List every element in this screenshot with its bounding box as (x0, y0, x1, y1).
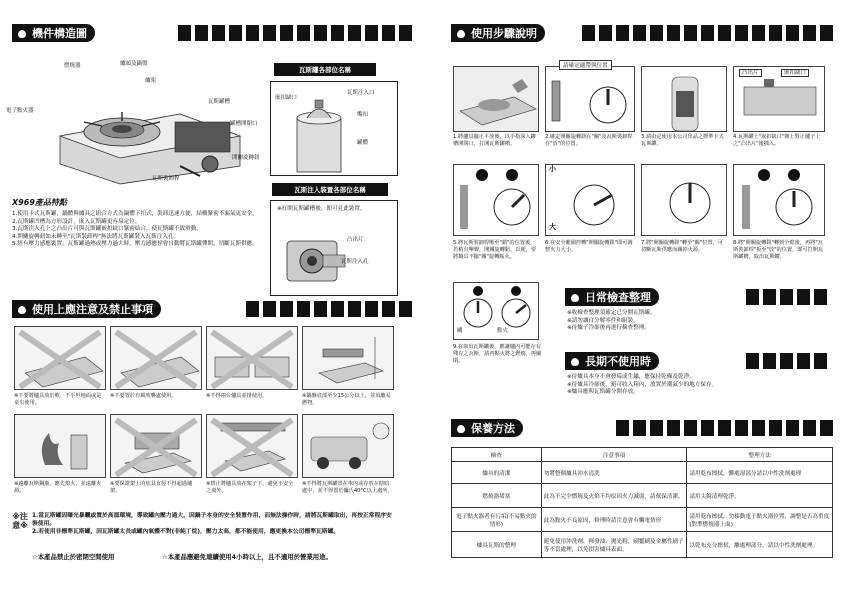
step-callout: 請確定適帶與位置 (559, 60, 612, 70)
care-header (451, 419, 833, 437)
table-row: 電子點火器者有污垢(不易點火的情形) 此為點火不良原因，修理時請注意會有觸電情形 請用乾布擦拭，勿移動電子點火器位置，調整是否為重度(對準燃燒器上面) (452, 508, 833, 532)
care-header-cell: 注意事項 (541, 448, 687, 462)
warning-item: 1.當瓦斯罐因曝光暴曬或置於高溫環境，導致罐內壓力過大，因鍋子本身的安全裝置作用，而無法操作時，請將瓦斯罐取出，再按正常程序安裝使用。 (32, 513, 392, 527)
caution-caption-4: ※鍋盤底部至少15公分以上，並須離易燃物。 (302, 393, 391, 406)
warning-mark: ※注意※ (12, 512, 28, 531)
features-title: X969產品特點 (12, 198, 67, 207)
cautions-title: 使用上應注意及禁止事項 (12, 300, 161, 318)
longterm-item: ※待爐具本身不會發霉或生鏽，應保持乾燥及乾淨。 (567, 374, 695, 380)
flame-icon (569, 291, 581, 303)
label-knob: 開關旋轉鈕 (232, 155, 260, 161)
step-image-6 (545, 164, 635, 236)
caution-caption-6: ※要保證架上的炊具直徑不得超過爐架。 (110, 481, 193, 494)
label-notch: 嵌扣缺口 (275, 95, 298, 101)
caution-image-5 (14, 414, 106, 478)
flame-icon (455, 422, 467, 434)
step-caption-9: 9.在取出瓦斯罐後，應讓爐內可能存有殘存之瓦斯，請再點火將之燃燒，再關閉。 (453, 344, 542, 364)
warning-list (32, 513, 392, 536)
warning-item: 2.若使用非標準瓦斯罐，因瓦斯罐太長或罐內氣體不對(非純丁烷)，壓力太高，都不能使用，應更換本公司標準瓦斯罐。 (32, 528, 340, 535)
steps-title: 使用步驟說明 (451, 24, 545, 42)
label-pot-support: 爐頭及鍋盤 (120, 61, 148, 67)
caution-image-4 (302, 326, 394, 390)
header-squares (746, 289, 827, 305)
step-caption-6: 6.在安全範圍控轉"開關旋轉鈕"即可調整火力大小。 (545, 240, 633, 253)
label-gas-compartment: 瓦斯罐槽 (208, 99, 231, 105)
step-image-5 (453, 164, 539, 236)
caution-image-2 (110, 326, 202, 390)
daily-list (567, 310, 827, 333)
label-closed: 關 (457, 328, 463, 334)
label-big: 大 (549, 223, 556, 231)
flame-icon (569, 355, 581, 367)
header-squares (246, 301, 412, 317)
step-caption-4: 4.瓦斯罐上"嵌扣缺口"朝上對正爐子上之"凸出片"後插入。 (733, 134, 821, 147)
longterm-header (565, 352, 827, 370)
step-caption-8: 8.將"開關旋轉鈕"轉到全熄後，再將"瓦斯裝卸桿"扳至"放"的位置，即可打開瓦斯罐槽，取出瓦斯罐。 (733, 240, 824, 260)
daily-item: ※收檢查整理須確定已分開瓦斯罐。 (567, 310, 656, 316)
feature-item: 2.瓦斯罐凹槽為方形設計，嵌入瓦斯罐更容易定位。 (12, 218, 141, 225)
inlet-parts-note: ※打開瓦斯罐槽後，即可見此裝置。 (277, 206, 366, 212)
label-burner: 燃燒器 (64, 63, 81, 69)
inlet-parts-title: 瓦斯注入裝置各部位名稱 (272, 183, 388, 196)
label-small: 小 (549, 165, 556, 173)
caution-image-7 (206, 414, 298, 478)
step-caption-5: 5.將瓦斯裝卸桿壓至"鎖"的位置後，若稍有嗶聲，開關旋轉鈕，以便，要將鍋具不擺"關"旋轉點火。 (453, 240, 537, 260)
step-caption-7: 7.將"開關旋轉鈕"轉至"關"位置，可切斷瓦斯供應而關掉火源。 (641, 240, 723, 253)
feature-item: 5.經有壓力感應裝置，瓦斯罐過熱或壓力過大時，壓力感應栓會自動將瓦斯罐彈開，切斷瓦斯供應。 (12, 241, 258, 248)
gas-can-illustration (289, 96, 349, 174)
features-list (12, 211, 262, 249)
label-ignite: 點火 (497, 328, 509, 334)
caution-caption-2: ※不要置於有風吹襲處使用。 (110, 393, 177, 399)
inlet-parts-box (270, 200, 398, 296)
header-squares (178, 25, 412, 41)
care-title: 保養方法 (451, 419, 523, 437)
can-parts-title: 瓦斯罐各部位名稱 (274, 63, 376, 76)
can-parts-box (270, 81, 398, 176)
label-igniter: 電子點火器 (6, 108, 34, 114)
structure-header (12, 24, 412, 42)
label-lever: 瓦斯裝卸桿 (152, 176, 180, 182)
daily-item: ※待爐子冷卻後再進行檢查整理。 (567, 325, 650, 332)
label-tab: 凸出片 (347, 237, 364, 243)
caution-caption-5: ※遠離瓦斯鋼瓶，應先熄火，並遠離火源。 (14, 481, 102, 494)
header-squares (746, 353, 827, 369)
flame-icon (16, 303, 28, 315)
caution-caption-3: ※不得兩台爐具並排使用。 (206, 393, 268, 399)
label-inlet: 瓦斯注入口 (347, 90, 375, 96)
daily-item: ※請勿讓自分解零件和組裝。 (567, 317, 639, 324)
table-row: 爐具瓦斯的整理 避免使用沖洗劑、揮發油、拋光粉、刷鬣刷及金屬性刷子等不當處理，以免損害爐具表面。 以乾布充分擦拭，離處理部分，請以中性洗劑處理。 (452, 532, 833, 558)
care-table (451, 447, 833, 558)
label-pop-tab: 凸出片 (739, 69, 762, 77)
caution-image-6 (110, 414, 202, 478)
label-compartment-cover: 罐槽開閉口 (230, 121, 258, 127)
steps-header (451, 24, 833, 42)
step-caption-2: 2.確定開關旋轉鈕在"關"及瓦斯裝卸桿在"放"的位置。 (545, 134, 633, 147)
cautions-header (12, 300, 412, 318)
right-page (421, 0, 842, 595)
longterm-item: ※爐具應與瓦斯罐分開存放。 (567, 389, 639, 396)
daily-title: 日常檢查整理 (565, 288, 659, 306)
footer-right-note: ☆本產品應避免連續使用4小時以上，且不適用於營業用途。 (162, 553, 332, 561)
caution-image-1 (14, 326, 106, 390)
care-header-cell: 檢查 (452, 448, 542, 462)
step-image-3 (641, 66, 727, 132)
caution-caption-8: ※不得將瓦斯罐置在車內或存放在陰暗處中，並不得置於攝氏40°C以上處所。 (302, 481, 393, 494)
care-header-cell: 整理方法 (687, 448, 833, 462)
label-nozzle: 嘴扣 (357, 112, 369, 118)
step-image-2 (545, 66, 635, 132)
footer-left-note: ☆本產品禁止於密閉空間使用 (32, 553, 115, 561)
table-row: 燃燒器堵塞 此為不完全燃燒及火焰不均原因火力減弱，請幫保清潔。 請用尖銳清理乾淨。 (452, 484, 833, 508)
feature-item: 1.使用卡式瓦斯罐，鍋體與爐具之組合方式為鍋體下扣式，裝卸迅速方便，結構緊密不漏氣更安全。 (12, 211, 258, 217)
step-image-9 (453, 282, 539, 340)
step-image-7 (641, 164, 727, 236)
label-notch-r: 嵌扣缺口 (781, 69, 809, 77)
label-inlet-hole: 瓦斯注入孔 (341, 259, 369, 265)
label-can: 罐體 (357, 140, 369, 146)
longterm-title: 長期不使用時 (565, 352, 659, 370)
header-squares (582, 25, 833, 41)
caution-caption-7: ※禁止將爐具放在架子下，避免不安全之虞外。 (206, 481, 294, 494)
caution-image-3 (206, 326, 298, 390)
step-image-1 (453, 66, 539, 132)
longterm-item: ※待爐具冷卻後，避可收入箱內，放置於潮氣少的地方保存。 (567, 381, 718, 388)
label-cooktop: 爐架 (145, 78, 157, 84)
caution-caption-1: ※不要將爐具放於軟、不平坦地面或是桌巾使用。 (14, 393, 102, 406)
step-image-8 (733, 164, 825, 236)
header-squares (616, 420, 833, 436)
table-row: 爐具的清潔 勿將整個爐具沖水清洗 請用乾布擦拭，髒處湿部分請以中性洗劑處理 (452, 462, 833, 484)
daily-header (565, 288, 827, 306)
feature-item: 4.開關旋轉鈕如未轉至"瓦斯裝卸桿"無法將瓦斯罐裝入瓦斯注入孔。 (12, 233, 180, 240)
care-table-header (452, 448, 833, 462)
longterm-list (567, 374, 827, 397)
step-caption-3: 3.請由定使用本公司出品之標準卡式瓦斯罐。 (641, 134, 724, 147)
caution-image-8 (302, 414, 394, 478)
feature-item: 3.瓦斯注入孔上之凸出片可與瓦斯罐嵌扣缺口緊密結合，使瓦斯罐不致滑動。 (12, 226, 202, 233)
flame-icon (16, 27, 28, 39)
structure-title: 機件構造圖 (12, 24, 95, 42)
step-caption-1: 1.將爐具擺正平放後，以手指深入罐槽開閉口，打開瓦斯罐槽。 (453, 134, 536, 147)
flame-icon (455, 27, 467, 39)
